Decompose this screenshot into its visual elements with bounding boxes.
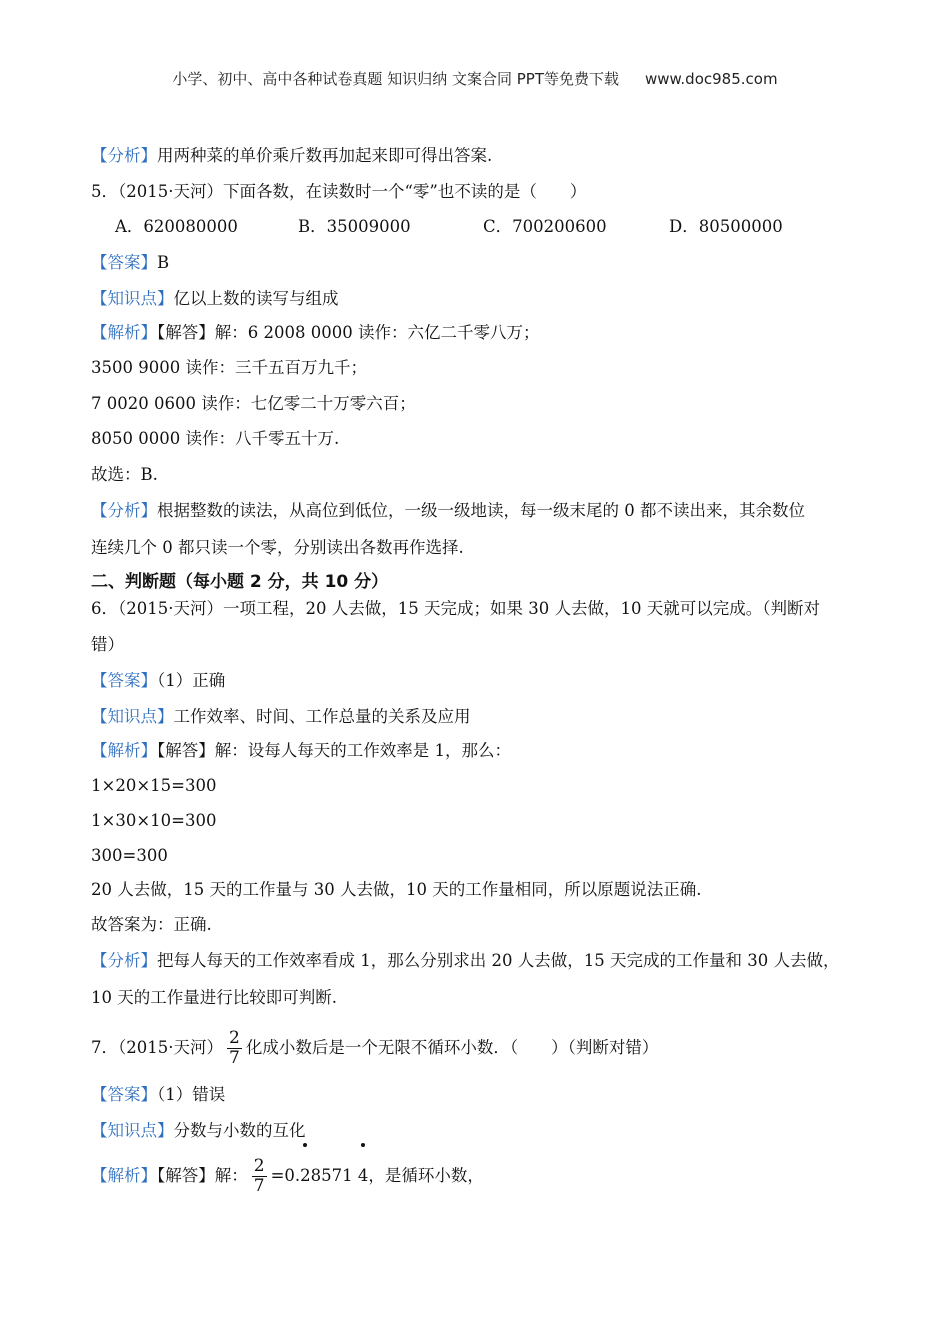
- q6-explain-3: 1×30×10=300: [91, 811, 217, 830]
- q6-answer: 【答案】（1）正确: [91, 671, 226, 690]
- q7-explain: 【解析】【解答】解： $\frac{2}{7}$ =0.28571 4，是循环小数，: [91, 1152, 484, 1200]
- q5-stem: 5．（2015·天河）下面各数，在读数时一个“零”也不读的是（ ）: [91, 182, 587, 201]
- q6-analysis-2: 10 天的工作量进行比较即可判断.: [91, 988, 337, 1007]
- repeat-dot-start: 2: [300, 1152, 311, 1200]
- q5-option-a: A．620080000: [115, 217, 238, 236]
- q5-explain-4: 8050 0000 读作：八千零五十万.: [91, 429, 340, 448]
- q5-explain-5: 故选：B.: [91, 465, 158, 484]
- header-text: 小学、初中、高中各种试卷真题 知识归纳 文案合同 PPT等免费下载: [172, 70, 619, 88]
- q6-explain-2: 1×20×15=300: [91, 776, 217, 795]
- q7-answer: 【答案】（1）错误: [91, 1085, 226, 1104]
- q7-knowledge: 【知识点】分数与小数的互化: [91, 1121, 306, 1140]
- q7-stem: 7．（2015·天河） $\frac{2}{7}$ 化成小数后是一个无限不循环小数．（ ）（判断对错）: [91, 1028, 659, 1068]
- section-title: 二、判断题（每小题 2 分，共 10 分）: [91, 572, 389, 592]
- q6-stem-2: 错）: [91, 635, 124, 654]
- q6-knowledge: 【知识点】工作效率、时间、工作总量的关系及应用: [91, 707, 471, 726]
- q6-analysis-1: 【分析】把每人每天的工作效率看成 1，那么分别求出 20 人去做，15 天完成的工作量和 30 人去做，: [91, 951, 840, 970]
- q4-analysis: 【分析】用两种菜的单价乘斤数再加起来即可得出答案.: [91, 146, 493, 165]
- q5-explain-1: 【解析】【解答】解：6 2008 0000 读作：六亿二千零八万；: [91, 323, 540, 342]
- q7-explain-fraction: $\frac{2}{7}$: [253, 1156, 265, 1196]
- q5-analysis-2: 连续几个 0 都只读一个零，分别读出各数再作选择.: [91, 538, 464, 557]
- q5-explain-2: 3500 9000 读作：三千五百万九千；: [91, 358, 367, 377]
- q5-explain-3: 7 0020 0600 读作：七亿零二十万零六百；: [91, 394, 416, 413]
- q5-knowledge: 【知识点】亿以上数的读写与组成: [91, 289, 339, 308]
- q6-explain-4: 300=300: [91, 846, 168, 865]
- q5-option-c: C．700200600: [483, 217, 607, 236]
- q6-explain-6: 故答案为：正确.: [91, 915, 212, 934]
- page-header: [0, 68, 950, 89]
- q6-explain-5: 20 人去做，15 天的工作量与 30 人去做，10 天的工作量相同，所以原题说法正确.: [91, 880, 702, 899]
- q6-explain-1: 【解析】【解答】解：设每人每天的工作效率是 1，那么：: [91, 741, 511, 760]
- q6-stem-1: 6．（2015·天河）一项工程，20 人去做，15 天完成；如果 30 人去做，10 天就可以完成。（判断对: [91, 599, 820, 618]
- repeat-dot-end: 4: [358, 1152, 369, 1200]
- q5-analysis-1: 【分析】根据整数的读法，从高位到低位，一级一级地读，每一级末尾的 0 都不读出来，其余数位: [91, 501, 805, 520]
- q5-option-d: D．80500000: [669, 217, 783, 236]
- header-site: www.doc985.com: [644, 70, 778, 88]
- q7-fraction: $\frac{2}{7}$: [228, 1028, 240, 1068]
- q5-option-b: B．35009000: [298, 217, 411, 236]
- q5-answer: 【答案】B: [91, 253, 170, 272]
